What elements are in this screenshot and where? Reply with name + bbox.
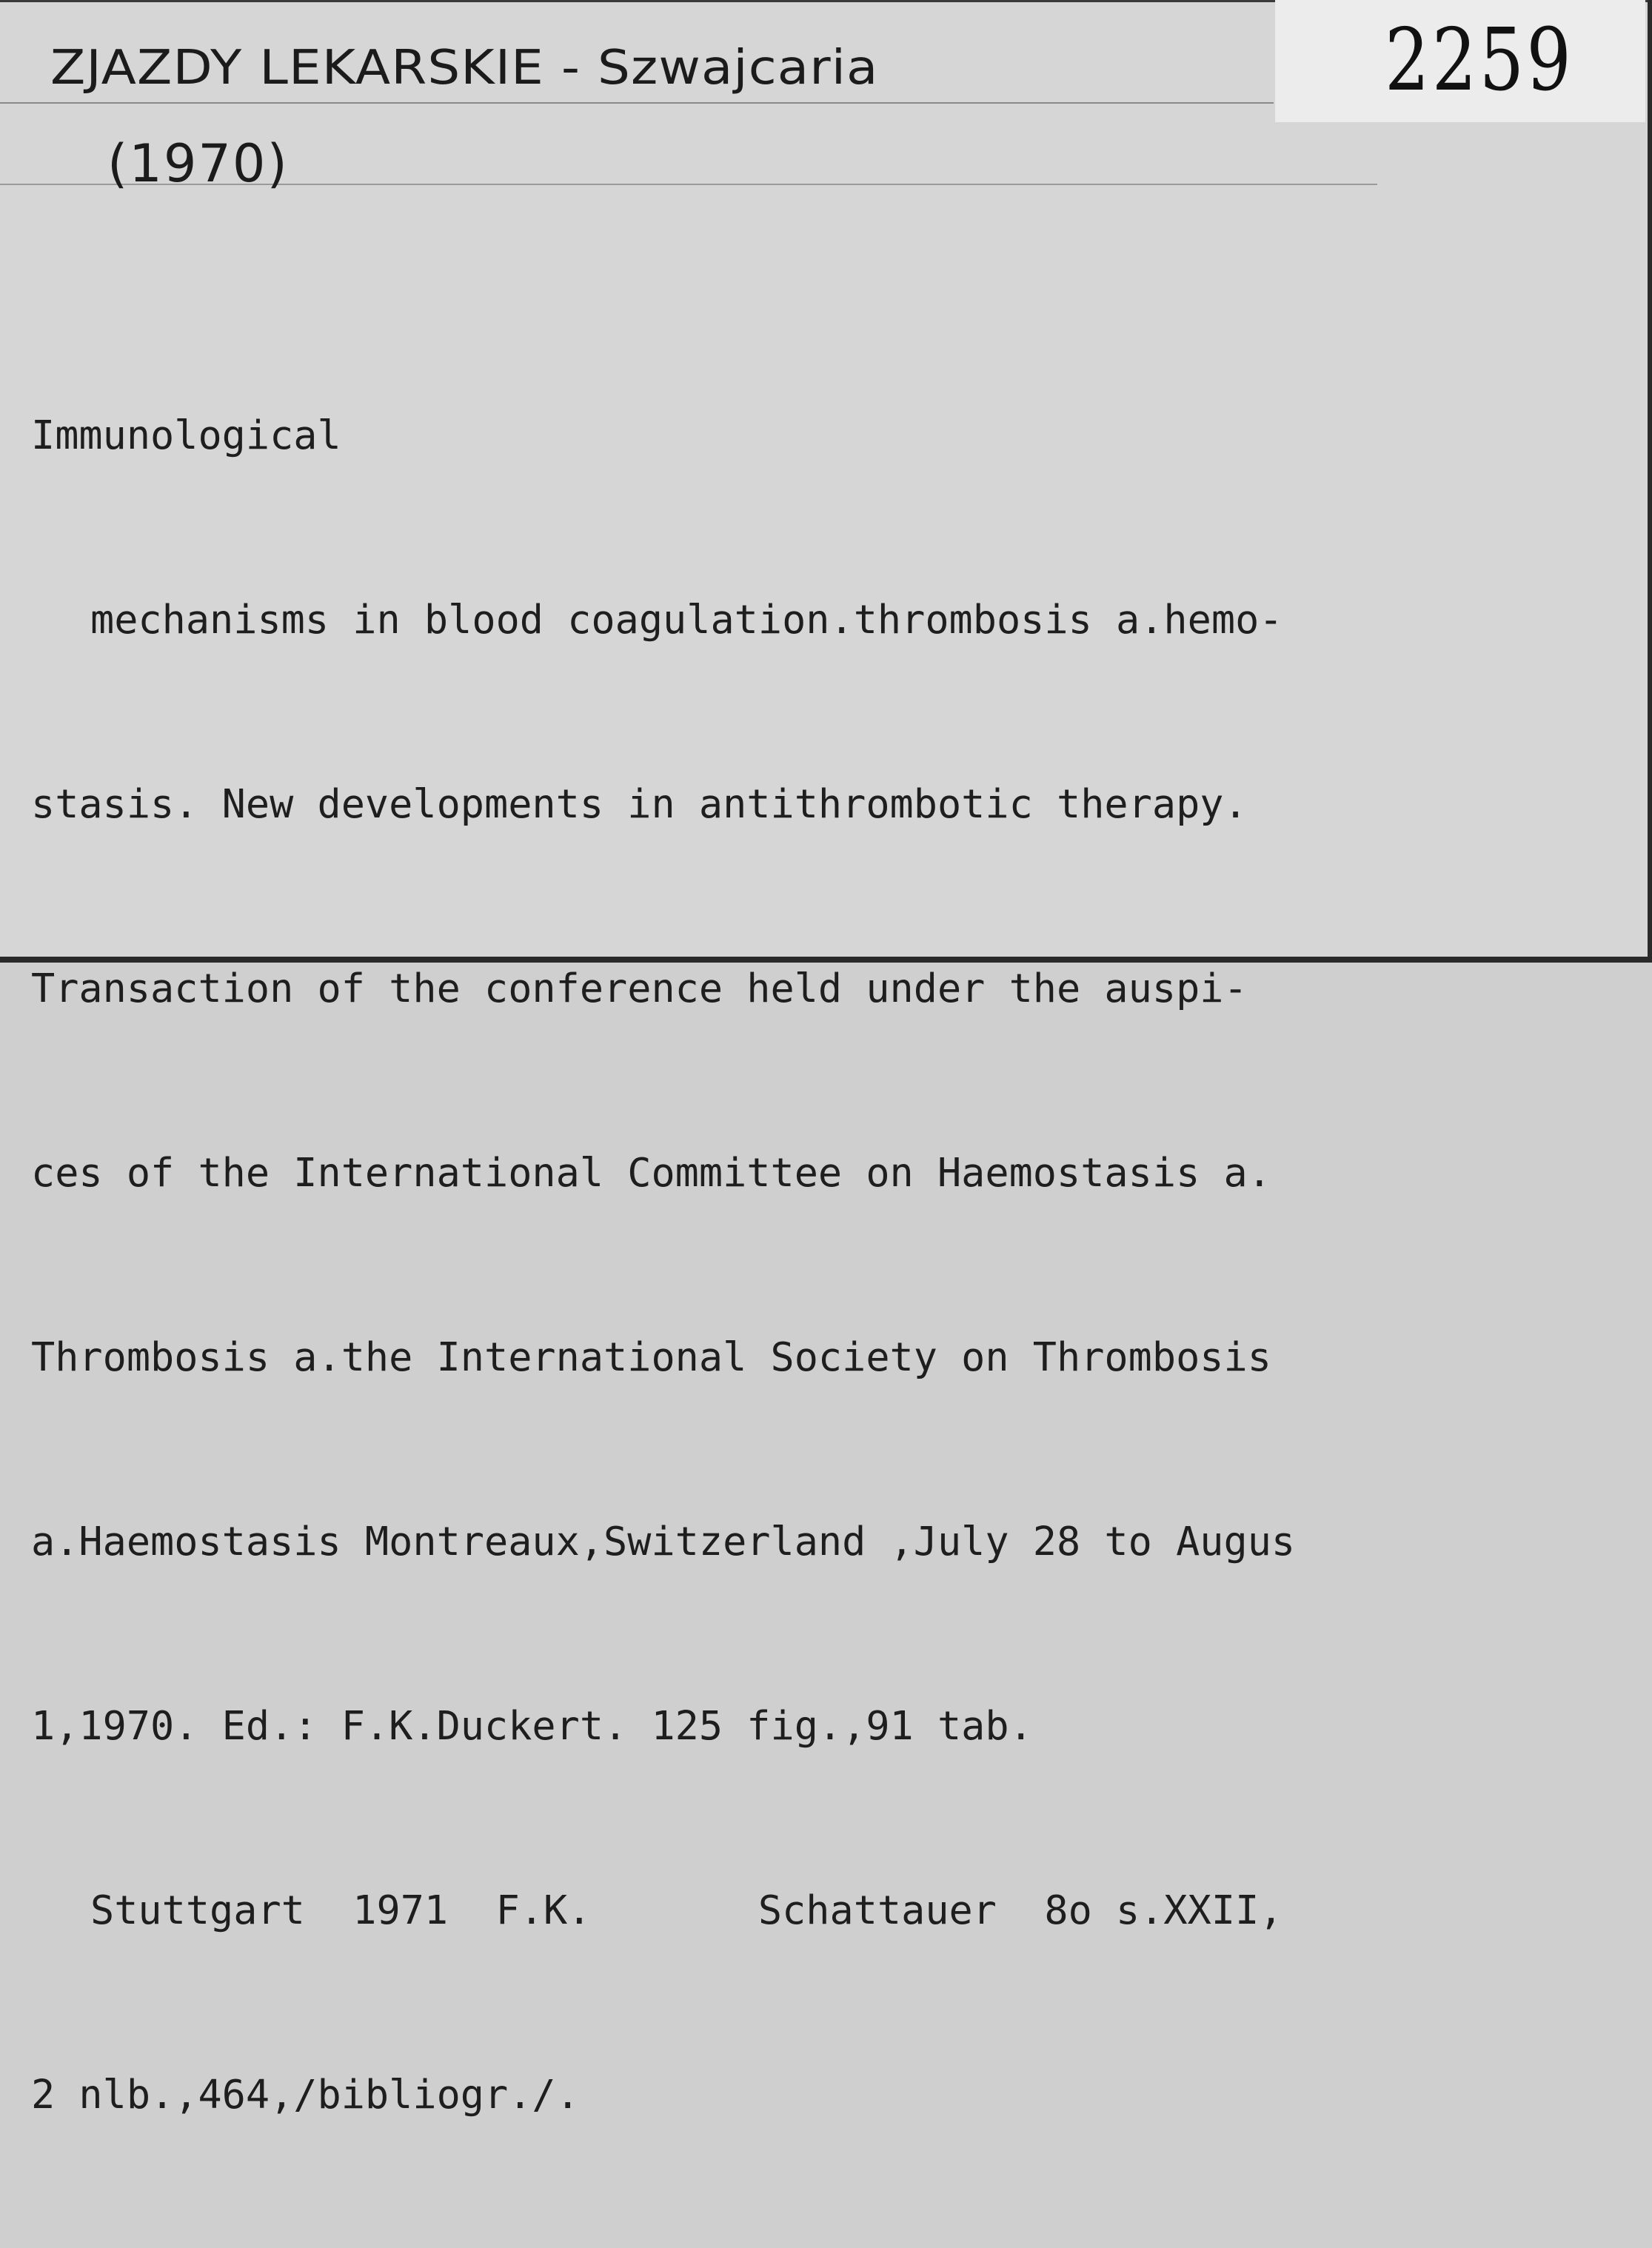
card-line: a.Haemostasis Montreaux,Switzerland ,July 28 to Augus xyxy=(31,1518,1296,1565)
card-line: Stuttgart 1971 F.K. Schattauer 8o s.XXII, xyxy=(90,1887,1283,1933)
card-heading-year: (1970) xyxy=(107,133,289,194)
card-body xyxy=(31,281,1295,2248)
card-line: Immunological xyxy=(31,412,341,458)
heading-rule xyxy=(0,102,1274,104)
card-heading: ZJAZDY LEKARSKIE - Szwajcaria xyxy=(50,41,879,96)
card-number: 2259 xyxy=(1385,10,1574,110)
card-line: 2 nlb.,464,/bibliogr./. xyxy=(31,2071,580,2118)
card-line: 1,1970. Ed.: F.K.Duckert. 125 fig.,91 tab. xyxy=(31,1702,1033,1749)
card-line: stasis. New developments in antithrombotic therapy. xyxy=(31,780,1248,827)
card-bottom-edge xyxy=(0,957,1652,963)
card-right-edge xyxy=(1648,0,1652,963)
card-line: ces of the International Committee on Haemostasis a. xyxy=(31,1149,1271,1196)
card-line: Thrombosis a.the International Society on Thrombosis xyxy=(31,1334,1271,1380)
card-line: Transaction of the conference held under the auspi- xyxy=(31,965,1248,1011)
card-line: mechanisms in blood coagulation.thrombosis a.hemo- xyxy=(90,596,1283,643)
